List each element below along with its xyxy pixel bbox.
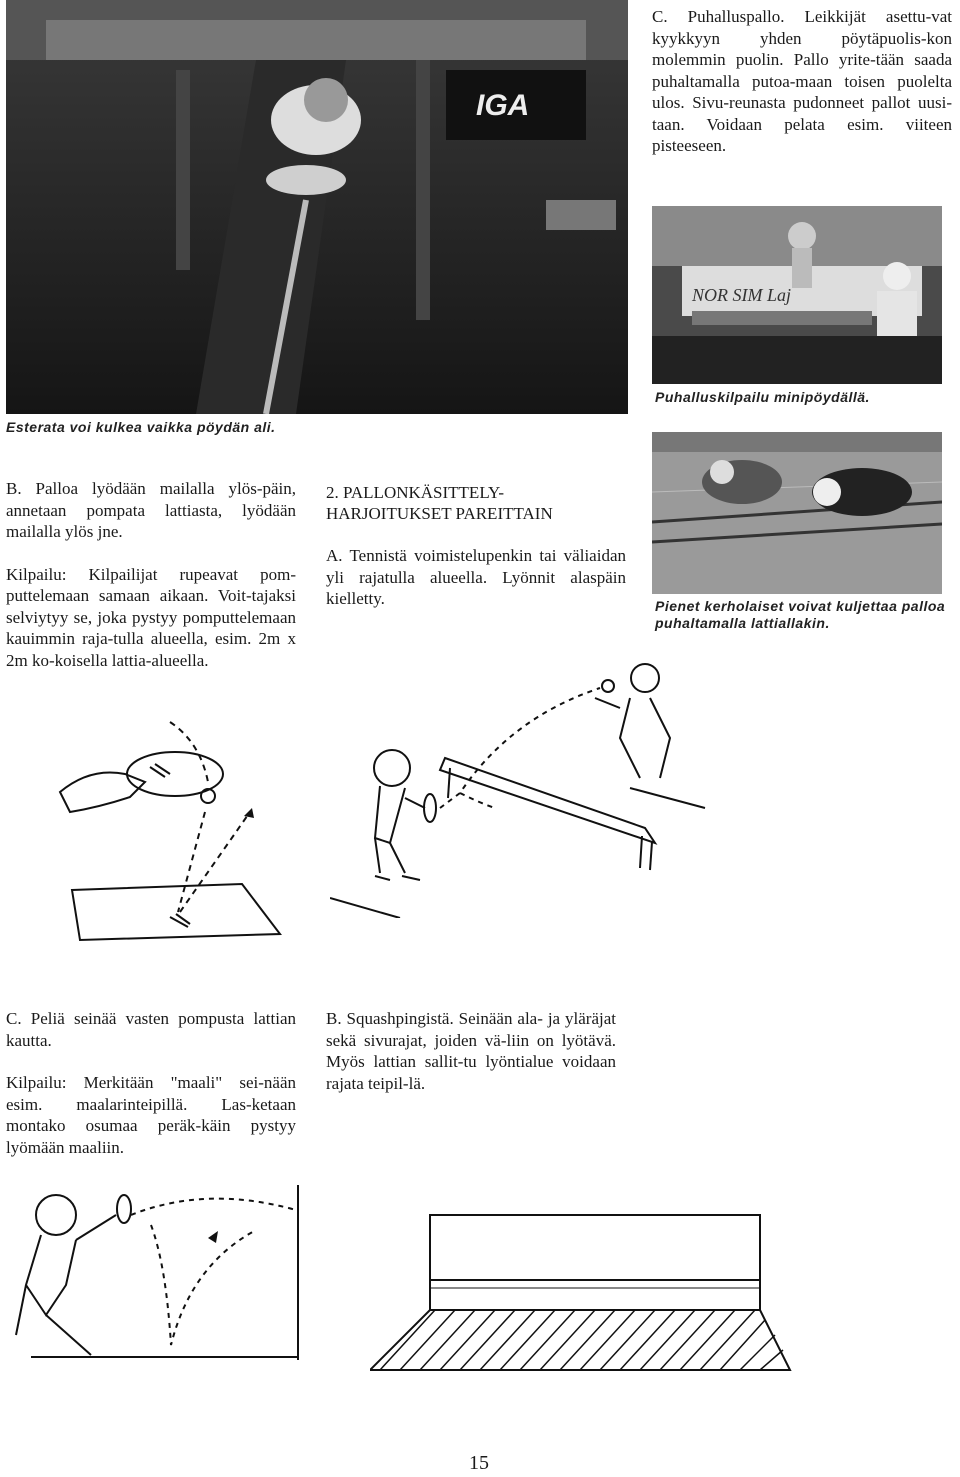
text-c-peli xyxy=(6,1008,296,1158)
paragraph: B. Palloa lyödään mailalla ylös-päin, annetaan pompata lattiasta, lyödään mailalla ylös jne. xyxy=(6,479,296,541)
photo-blowing-mini-table xyxy=(652,206,942,384)
text-c-puhalluspallo xyxy=(652,6,952,157)
paragraph: Kilpailu: Merkitään "maali" sei-nään esim. maalarinteipillä. Las-ketaan montako osumaa peräk-käin pystyy lyömään maaliin. xyxy=(6,1073,296,1157)
sketch-bench-tennis xyxy=(330,658,710,918)
photo-floor-blowing xyxy=(652,432,942,594)
sketch-wall-bounce xyxy=(6,1185,306,1375)
section-heading: 2. PALLONKÄSITTELY-HARJOITUKSET PAREITTAIN xyxy=(326,483,553,523)
caption-mini-table: Puhalluskilpailu minipöydällä. xyxy=(655,389,870,405)
caption-under-table: Esterata voi kulkea vaikka pöydän ali. xyxy=(6,419,276,435)
svg-text:IGA: IGA xyxy=(476,89,530,122)
sketch-squash-wall xyxy=(370,1210,870,1380)
paragraph: C. Puhalluspallo. Leikkijät asettu-vat kyykkyyn yhden pöytäpuolis-kon molemmin puolin. Pallo yrite-tään saada puhaltamalla putoa-maan toisen puolelta ulos. Sivu-reunasta pudonneet pallot uusi-taan. Voidaan pelata esim. viiteen pisteeseen. xyxy=(652,7,952,155)
paragraph: B. Squashpingistä. Seinään ala- ja yläräjat sekä sivurajat, joiden vä-liin on lyötävä. Myös lattian sallit-tu lyöntialue voidaan rajata teipil-lä. xyxy=(326,1009,616,1093)
page-number: 15 xyxy=(469,1452,489,1474)
svg-text:NOR SIM Laj: NOR SIM Laj xyxy=(692,285,791,305)
text-b-palloa xyxy=(6,478,296,671)
photo-under-table xyxy=(6,0,628,414)
caption-text: Pienet kerholaiset voivat kuljettaa palloa puhaltamalla lattiallakin. xyxy=(655,598,946,631)
paragraph: C. Peliä seinää vasten pompusta lattian kautta. xyxy=(6,1009,296,1050)
paragraph: A. Tennistä voimistelupenkin tai väliaidan yli rajatulla alueella. Lyönnit alaspäin kielletty. xyxy=(326,546,626,608)
sketch-paddle-bounce xyxy=(30,712,290,942)
caption-floor-blowing xyxy=(655,598,955,632)
text-b-squash xyxy=(326,1008,616,1094)
section-2 xyxy=(326,482,626,610)
paragraph: Kilpailu: Kilpailijat rupeavat pom-puttelemaan samaan aikaan. Voit-tajaksi selviytyy se, joka pystyy pomputtelemaan kauimmin raja-tulla alueella, esim. 2m x 2m ko-koisella lattia-alueella. xyxy=(6,564,296,670)
